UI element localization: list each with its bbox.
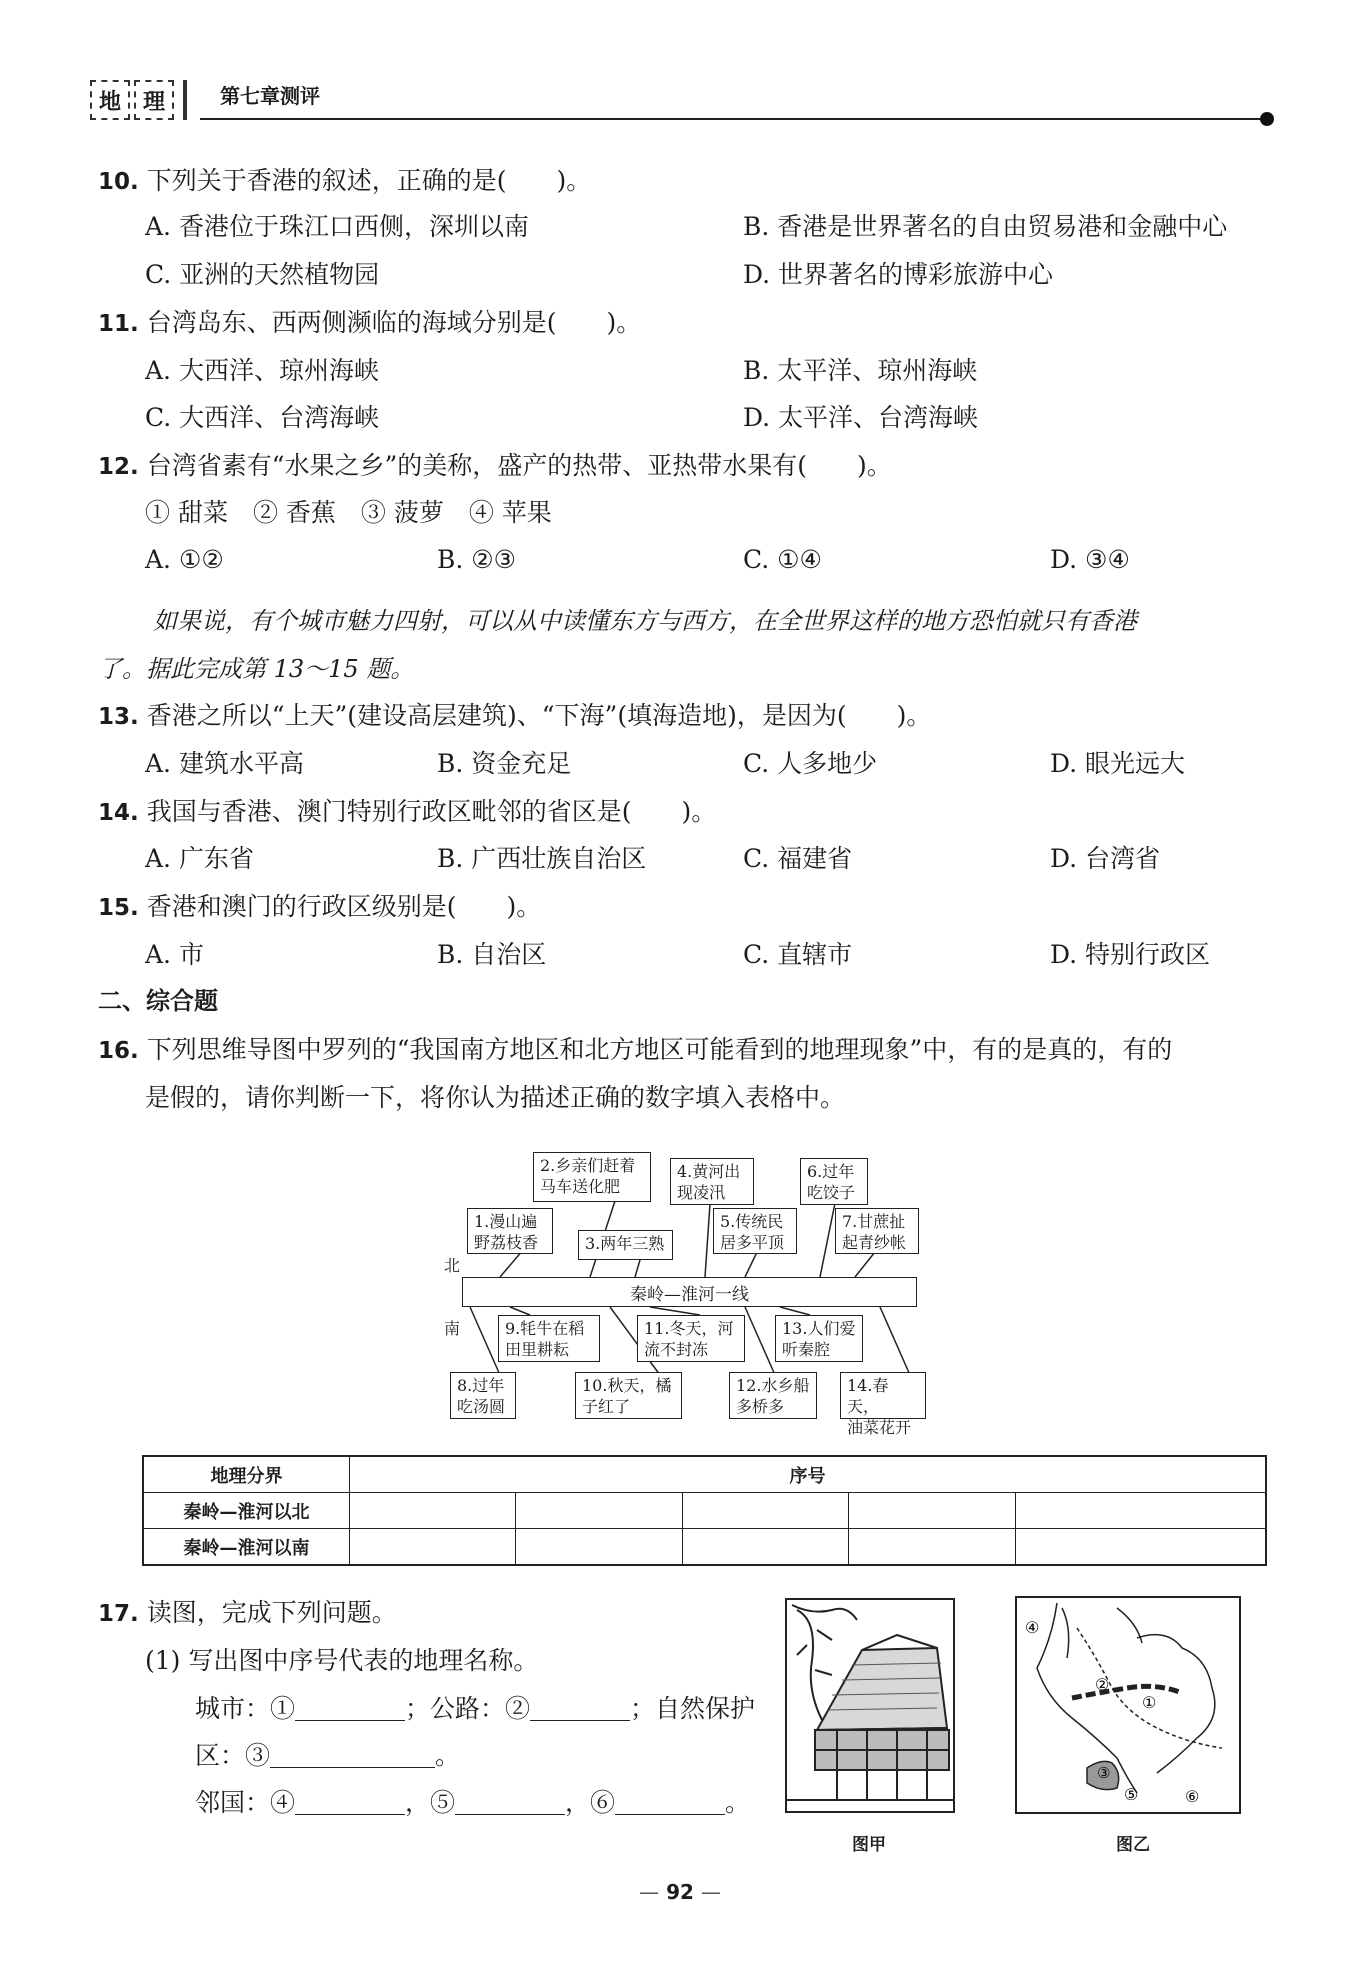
question-number: 13.: [98, 704, 139, 730]
answer-blank-5[interactable]: [455, 1792, 565, 1815]
option-a: A. 香港位于珠江口西侧，深圳以南: [145, 212, 529, 241]
table-header-number: 序号: [350, 1456, 1267, 1493]
answer-blank-2[interactable]: [530, 1698, 630, 1721]
answer-cell[interactable]: [1015, 1529, 1266, 1566]
option-b: B. ②③: [437, 545, 517, 574]
question-number: 12.: [98, 454, 139, 480]
page-number-value: 92: [666, 1880, 694, 1904]
option-a: A. 广东省: [145, 844, 254, 873]
question-stem: 我国与香港、澳门特别行政区毗邻的省区是( )。: [146, 797, 717, 826]
period: 。: [725, 1788, 751, 1817]
option-a: A. 建筑水平高: [145, 749, 304, 778]
north-label: 北: [444, 1256, 461, 1275]
mindmap-box-2: 2.乡亲们赶着 马车送化肥: [533, 1152, 651, 1202]
question-17: [98, 1600, 397, 1626]
option-c: C. 人多地少: [743, 749, 878, 778]
mindmap-box-1: 1.漫山遍 野荔枝香: [467, 1208, 553, 1254]
answer-blank-6[interactable]: [615, 1792, 725, 1815]
answer-cell[interactable]: [350, 1529, 516, 1566]
period: 。: [435, 1741, 461, 1770]
question-number: 15.: [98, 895, 139, 921]
country-6-label: ，⑥: [565, 1788, 616, 1817]
question-stem: 香港之所以“上天”(建设高层建筑)、“下海”(填海造地)，是因为( )。: [146, 701, 932, 730]
option-c: C. 亚洲的天然植物园: [145, 260, 380, 289]
option-b: B. 广西壮族自治区: [437, 844, 647, 873]
question-stem: 台湾省素有“水果之乡”的美称，盛产的热带、亚热带水果有( )。: [146, 451, 892, 480]
sub-question-1: (1) 写出图中序号代表的地理名称。: [145, 1646, 539, 1675]
question-number: 17.: [98, 1601, 139, 1627]
reserve-label-cont: 区：③: [195, 1741, 271, 1770]
answer-cell[interactable]: [849, 1493, 1015, 1529]
section-heading: 二、综合题: [98, 987, 218, 1015]
option-b: B. 香港是世界著名的自由贸易港和金融中心: [743, 212, 1228, 241]
answer-cell[interactable]: [516, 1529, 682, 1566]
mindmap-box-5: 5.传统民 居多平顶: [713, 1208, 797, 1254]
answer-cell[interactable]: [350, 1493, 516, 1529]
figure-a: [785, 1598, 955, 1813]
table-row-north: 秦岭—淮河以北: [143, 1493, 350, 1529]
question-stem: 台湾岛东、西两侧濒临的海域分别是( )。: [146, 308, 642, 337]
question-number: 16.: [98, 1038, 139, 1064]
page-number: [620, 1880, 740, 1904]
reading-passage-cont: 了。据此完成第 13～15 题。: [98, 655, 415, 683]
question-number: 11.: [98, 311, 139, 337]
page-number-dash-right: —: [700, 1880, 721, 1904]
answer-cell[interactable]: [516, 1493, 682, 1529]
map-label: ⑥: [1185, 1787, 1200, 1806]
table-row-south: 秦岭—淮河以南: [143, 1529, 350, 1566]
answer-blank-3[interactable]: [270, 1745, 435, 1768]
option-a: A. 大西洋、琼州海峡: [145, 356, 379, 385]
neighbor-label: 邻国：④: [195, 1788, 296, 1817]
figure-b-caption: 图乙: [1116, 1835, 1150, 1855]
option-d: D. ③④: [1050, 545, 1130, 574]
option-a: A. 市: [145, 940, 204, 969]
option-c: C. 直辖市: [743, 940, 853, 969]
road-label: ；公路：②: [405, 1694, 531, 1723]
option-c: C. 大西洋、台湾海峡: [145, 403, 380, 432]
map-label: ③: [1097, 1764, 1111, 1782]
south-label: 南: [444, 1319, 461, 1338]
mindmap-box-9: 9.牦牛在稻 田里耕耘: [498, 1315, 600, 1362]
table-header-boundary: 地理分界: [143, 1456, 350, 1493]
stilt-house-illustration: [787, 1600, 953, 1811]
option-d: D. 特别行政区: [1050, 940, 1211, 969]
mindmap-box-13: 13.人们爱 听秦腔: [775, 1315, 863, 1362]
answer-cell[interactable]: [682, 1529, 848, 1566]
reserve-label: ；自然保护: [630, 1694, 756, 1723]
question-stem: 下列思维导图中罗列的“我国南方地区和北方地区可能看到的地理现象”中，有的是真的，有的: [146, 1035, 1173, 1064]
mindmap-box-6: 6.过年 吃饺子: [800, 1158, 868, 1205]
mindmap-box-3: 3.两年三熟: [578, 1230, 673, 1260]
mindmap-box-10: 10.秋天，橘 子红了: [575, 1372, 682, 1419]
question-stem: 读图，完成下列问题。: [146, 1598, 397, 1627]
fill-line-2: [195, 1743, 460, 1768]
mindmap-box-12: 12.水乡船 多桥多: [729, 1372, 817, 1419]
answer-blank-1[interactable]: [295, 1698, 405, 1721]
subject-char: 理: [134, 80, 174, 120]
subject-char: 地: [90, 80, 130, 120]
figure-a-caption: 图甲: [852, 1835, 886, 1855]
option-d: D. 太平洋、台湾海峡: [743, 403, 979, 432]
option-c: C. 福建省: [743, 844, 853, 873]
option-a: A. ①②: [145, 545, 224, 574]
option-d: D. 台湾省: [1050, 844, 1161, 873]
question-number: 14.: [98, 800, 139, 826]
mindmap-box-8: 8.过年 吃汤圆: [450, 1372, 516, 1419]
mindmap-box-7: 7.甘蔗扯 起青纱帐: [835, 1208, 919, 1254]
option-d: D. 世界著名的博彩旅游中心: [743, 260, 1054, 289]
option-b: B. 太平洋、琼州海峡: [743, 356, 978, 385]
answer-cell[interactable]: [1015, 1493, 1266, 1529]
map-label: ⑤: [1124, 1785, 1139, 1804]
qinling-huaihe-line: 秦岭—淮河一线: [462, 1277, 917, 1307]
reading-passage: 如果说，有个城市魅力四射，可以从中读懂东方与西方，在全世界这样的地方恐怕就只有香港: [153, 607, 1137, 635]
mindmap-box-14: 14.春天， 油菜花开: [840, 1372, 926, 1419]
question-number: 10.: [98, 169, 139, 195]
answer-cell[interactable]: [682, 1493, 848, 1529]
option-b: B. 资金充足: [437, 749, 572, 778]
map-label: ④: [1025, 1618, 1040, 1637]
map-label: ②: [1095, 1675, 1110, 1694]
figure-b-map: [1015, 1596, 1241, 1814]
chapter-title: 第七章测评: [220, 84, 320, 108]
option-b: B. 自治区: [437, 940, 547, 969]
answer-table: [142, 1455, 1267, 1566]
mindmap-box-11: 11.冬天，河 流不封冻: [637, 1315, 745, 1362]
question-items: ① 甜菜 ② 香蕉 ③ 菠萝 ④ 苹果: [145, 498, 552, 527]
answer-cell[interactable]: [849, 1529, 1015, 1566]
question-stem: 香港和澳门的行政区级别是( )。: [146, 892, 542, 921]
country-5-label: ，⑤: [405, 1788, 456, 1817]
page-number-dash-left: —: [639, 1880, 660, 1904]
answer-blank-4[interactable]: [295, 1792, 405, 1815]
map-label: ①: [1142, 1693, 1157, 1712]
question-stem: 下列关于香港的叙述，正确的是( )。: [146, 166, 592, 195]
map-illustration: [1017, 1598, 1239, 1812]
question-stem-cont: 是假的，请你判断一下，将你认为描述正确的数字填入表格中。: [145, 1083, 846, 1112]
option-c: C. ①④: [743, 545, 822, 574]
mindmap-box-4: 4.黄河出 现凌汛: [670, 1158, 754, 1205]
fill-line-1: [195, 1696, 755, 1721]
option-d: D. 眼光远大: [1050, 749, 1186, 778]
fill-line-3: [195, 1790, 750, 1815]
city-label: 城市：①: [195, 1694, 296, 1723]
